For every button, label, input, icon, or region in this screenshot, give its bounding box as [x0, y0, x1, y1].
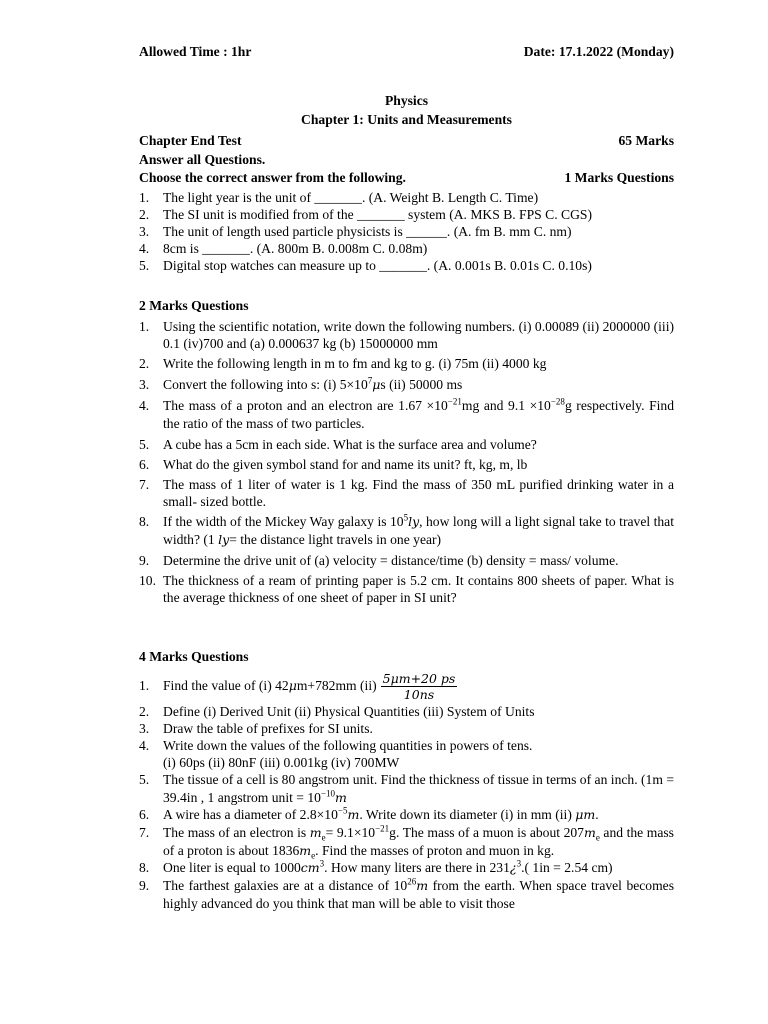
- question-text: Determine the drive unit of (a) velocity = distance/time (b) density = mass/ volume.: [163, 553, 619, 568]
- test-title-row: [139, 133, 674, 149]
- test-title: Chapter End Test: [139, 133, 242, 148]
- question-item: 1. Using the scientific notation, write down the following numbers. (i) 0.00089 (ii) 2000000 (iii) 0.1 (iv)700 and (a) 0.000637 kg (b) 15000000 mm: [139, 319, 674, 351]
- question-item: 5. A cube has a 5cm in each side. What is the surface area and volume?: [139, 436, 674, 453]
- section-2-heading: 2 Marks Questions: [139, 298, 249, 313]
- question-text: If the width of the Mickey Way galaxy is $10^5ly$, how long will a light signal take to travel that width? (1 ly= the distance light travels in one year): [163, 512, 674, 547]
- question-item: 5. The tissue of a cell is 80 angstrom unit. Find the thickness of tissue in terms of an inch. (1m = 39.4in , 1 angstrom unit = $10^{-10}m$: [139, 772, 674, 805]
- question-text: Using the scientific notation, write down the following numbers. (i) 0.00089 (ii) 2000000 (iii) 0.1 (iv)700 and (a) 0.000637 kg (b) 15000000 mm: [163, 319, 674, 351]
- question-text: Define (i) Derived Unit (ii) Physical Quantities (iii) System of Units: [163, 704, 535, 719]
- section-1-list: [139, 189, 674, 274]
- one-mark-heading: 1 Marks Questions: [564, 170, 674, 185]
- question-text: One liter is equal to $1000cm^3$. How many liters are there in 231¿$^3$.( 1in = 2.54 cm): [163, 858, 613, 875]
- question-text: Find the value of (i) 42μm+782mm (ii) $\frac{5\mu m+20 ps}{10ns}$: [163, 671, 456, 703]
- total-marks: 65 Marks: [618, 133, 674, 148]
- question-item: 1. Find the value of (i) 42μm+782mm (ii) $\frac{5\mu m+20 ps}{10ns}$: [139, 668, 674, 703]
- question-text: The mass of a proton and an electron are $1.67 \times 10^{-21}mg$ and $9.1 \times 10^{-28}g$ respectively. Find the ratio of the mass of two particles.: [163, 396, 675, 431]
- question-item: 8. One liter is equal to $1000cm^3$. How many liters are there in 231¿$^3$.( 1in = 2.54 cm): [139, 859, 674, 877]
- question-item: 6. What do the given symbol stand for and name its unit? ft, kg, m, lb: [139, 456, 674, 473]
- question-text: A wire has a diameter of $2.8\times 10^{-5}m$. Write down its diameter (i) in mm (ii) μm.: [163, 805, 599, 822]
- question-text: Write the following length in m to fm and kg to g. (i) 75m (ii) 4000 kg: [163, 356, 547, 371]
- question-text: Write down the values of the following quantities in powers of tens. (i) 60ps (ii) 80nF (iii) 0.001kg (iv) 700MW: [163, 738, 533, 770]
- subject-title: Physics: [384, 93, 429, 108]
- question-item: 10. The thickness of a ream of printing paper is 5.2 cm. It contains 800 sheets of paper. What is the average thickness of one sheet of paper in SI unit?: [139, 573, 674, 605]
- question-text: The mass of 1 liter of water is 1 kg. Find the mass of 350 mL purified drinking water in a small- sized bottle.: [163, 477, 674, 509]
- question-text: The thickness of a ream of printing paper is 5.2 cm. It contains 800 sheets of paper. What is the average thickness of one sheet of paper in SI unit?: [163, 573, 674, 605]
- question-text: The SI unit is modified from of the _______ system (A. MKS B. FPS C. CGS): [163, 207, 592, 222]
- question-text: Convert the following into s: (i) $5\times 10^7\mu s$ (ii) 50000 ms: [163, 375, 463, 392]
- question-item: 4. The mass of a proton and an electron are $1.67 \times 10^{-21}mg$ and $9.1 \times 10^{-28}g$ respectively. Find the ratio of the mass of two particles.: [139, 396, 675, 431]
- question-text: The light year is the unit of _______. (A. Weight B. Length C. Time): [163, 190, 539, 205]
- answer-all-instruction: Answer all Questions.: [139, 152, 266, 167]
- question-item: 9. The farthest galaxies are at a distance of $10^{26}m$ from the earth. When space travel becomes highly advanced do you think that man will be able to visit those: [139, 876, 675, 911]
- question-text: The unit of length used particle physicists is ______. (A. fm B. mm C. nm): [163, 224, 572, 239]
- choose-row: [139, 170, 674, 186]
- question-item: 7. The mass of an electron is $m_e= 9.1\times 10^{-21}g$. The mass of a muon is about $207m_e$ and the mass of a proton is about $1836m_e$. Find the masses of proton and muon in kg.: [139, 823, 674, 861]
- question-item: 3. Convert the following into s: (i) $5\times 10^7\mu s$ (ii) 50000 ms: [139, 375, 674, 394]
- question-text: What do the given symbol stand for and name its unit? ft, kg, m, lb: [163, 457, 528, 472]
- question-text: The tissue of a cell is 80 angstrom unit. Find the thickness of tissue in terms of an inch. (1m = 39.4in , 1 angstrom unit = $10^{-10}m$: [163, 772, 674, 805]
- section-2-list: [139, 318, 674, 606]
- exam-date: Date: 17.1.2022 (Monday): [523, 44, 674, 59]
- question-item: 5. Digital stop watches can measure up to _______. (A. 0.001s B. 0.01s C. 0.10s): [139, 257, 674, 274]
- question-text: The farthest galaxies are at a distance of $10^{26}m$ from the earth. When space travel becomes highly advanced do you think that man will be able to visit those: [163, 876, 675, 911]
- exam-header: [139, 44, 674, 60]
- question-item: 7. The mass of 1 liter of water is 1 kg. Find the mass of 350 mL purified drinking water in a small- sized bottle.: [139, 477, 674, 509]
- question-text: Draw the table of prefixes for SI units.: [163, 721, 373, 736]
- chapter-title: Chapter 1: Units and Measurements: [301, 112, 512, 127]
- question-item: 1. The light year is the unit of _______. (A. Weight B. Length C. Time): [139, 189, 674, 206]
- question-item: 2. Define (i) Derived Unit (ii) Physical Quantities (iii) System of Units: [139, 703, 674, 720]
- question-item: 4. Write down the values of the following quantities in powers of tens. (i) 60ps (ii) 80nF (iii) 0.001kg (iv) 700MW: [139, 737, 674, 771]
- choose-instruction: Choose the correct answer from the following.: [139, 170, 406, 185]
- section-4-list: [139, 668, 674, 912]
- allowed-time: Allowed Time : 1hr: [139, 44, 252, 59]
- question-text: A cube has a 5cm in each side. What is the surface area and volume?: [163, 437, 537, 452]
- question-item: 4. 8cm is _______. (A. 800m B. 0.008m C. 0.08m): [139, 240, 674, 257]
- question-item: 2. The SI unit is modified from of the _______ system (A. MKS B. FPS C. CGS): [139, 206, 674, 223]
- fraction: $\frac{5\mu m+20 ps}{10ns}$: [382, 671, 456, 703]
- question-text: 8cm is _______. (A. 800m B. 0.008m C. 0.08m): [163, 241, 428, 256]
- question-item: 9. Determine the drive unit of (a) velocity = distance/time (b) density = mass/ volume.: [139, 552, 674, 569]
- question-text: Digital stop watches can measure up to _______. (A. 0.001s B. 0.01s C. 0.10s): [163, 258, 592, 273]
- question-item: 2. Write the following length in m to fm and kg to g. (i) 75m (ii) 4000 kg: [139, 355, 674, 372]
- question-item: 3. The unit of length used particle physicists is ______. (A. fm B. mm C. nm): [139, 223, 674, 240]
- section-4-heading: 4 Marks Questions: [139, 649, 249, 664]
- question-item: 8. If the width of the Mickey Way galaxy is $10^5ly$, how long will a light signal take to travel that width? (1 ly= the distance light travels in one year): [139, 512, 674, 547]
- question-item: 3. Draw the table of prefixes for SI units.: [139, 720, 674, 737]
- question-text: The mass of an electron is $m_e= 9.1\times 10^{-21}g$. The mass of a muon is about $207m_e$ and the mass of a proton is about $1836m_e$. Find the masses of proton and muon in kg.: [163, 823, 674, 861]
- question-item: 6. A wire has a diameter of $2.8\times 10^{-5}m$. Write down its diameter (i) in mm (ii) μm.: [139, 806, 674, 824]
